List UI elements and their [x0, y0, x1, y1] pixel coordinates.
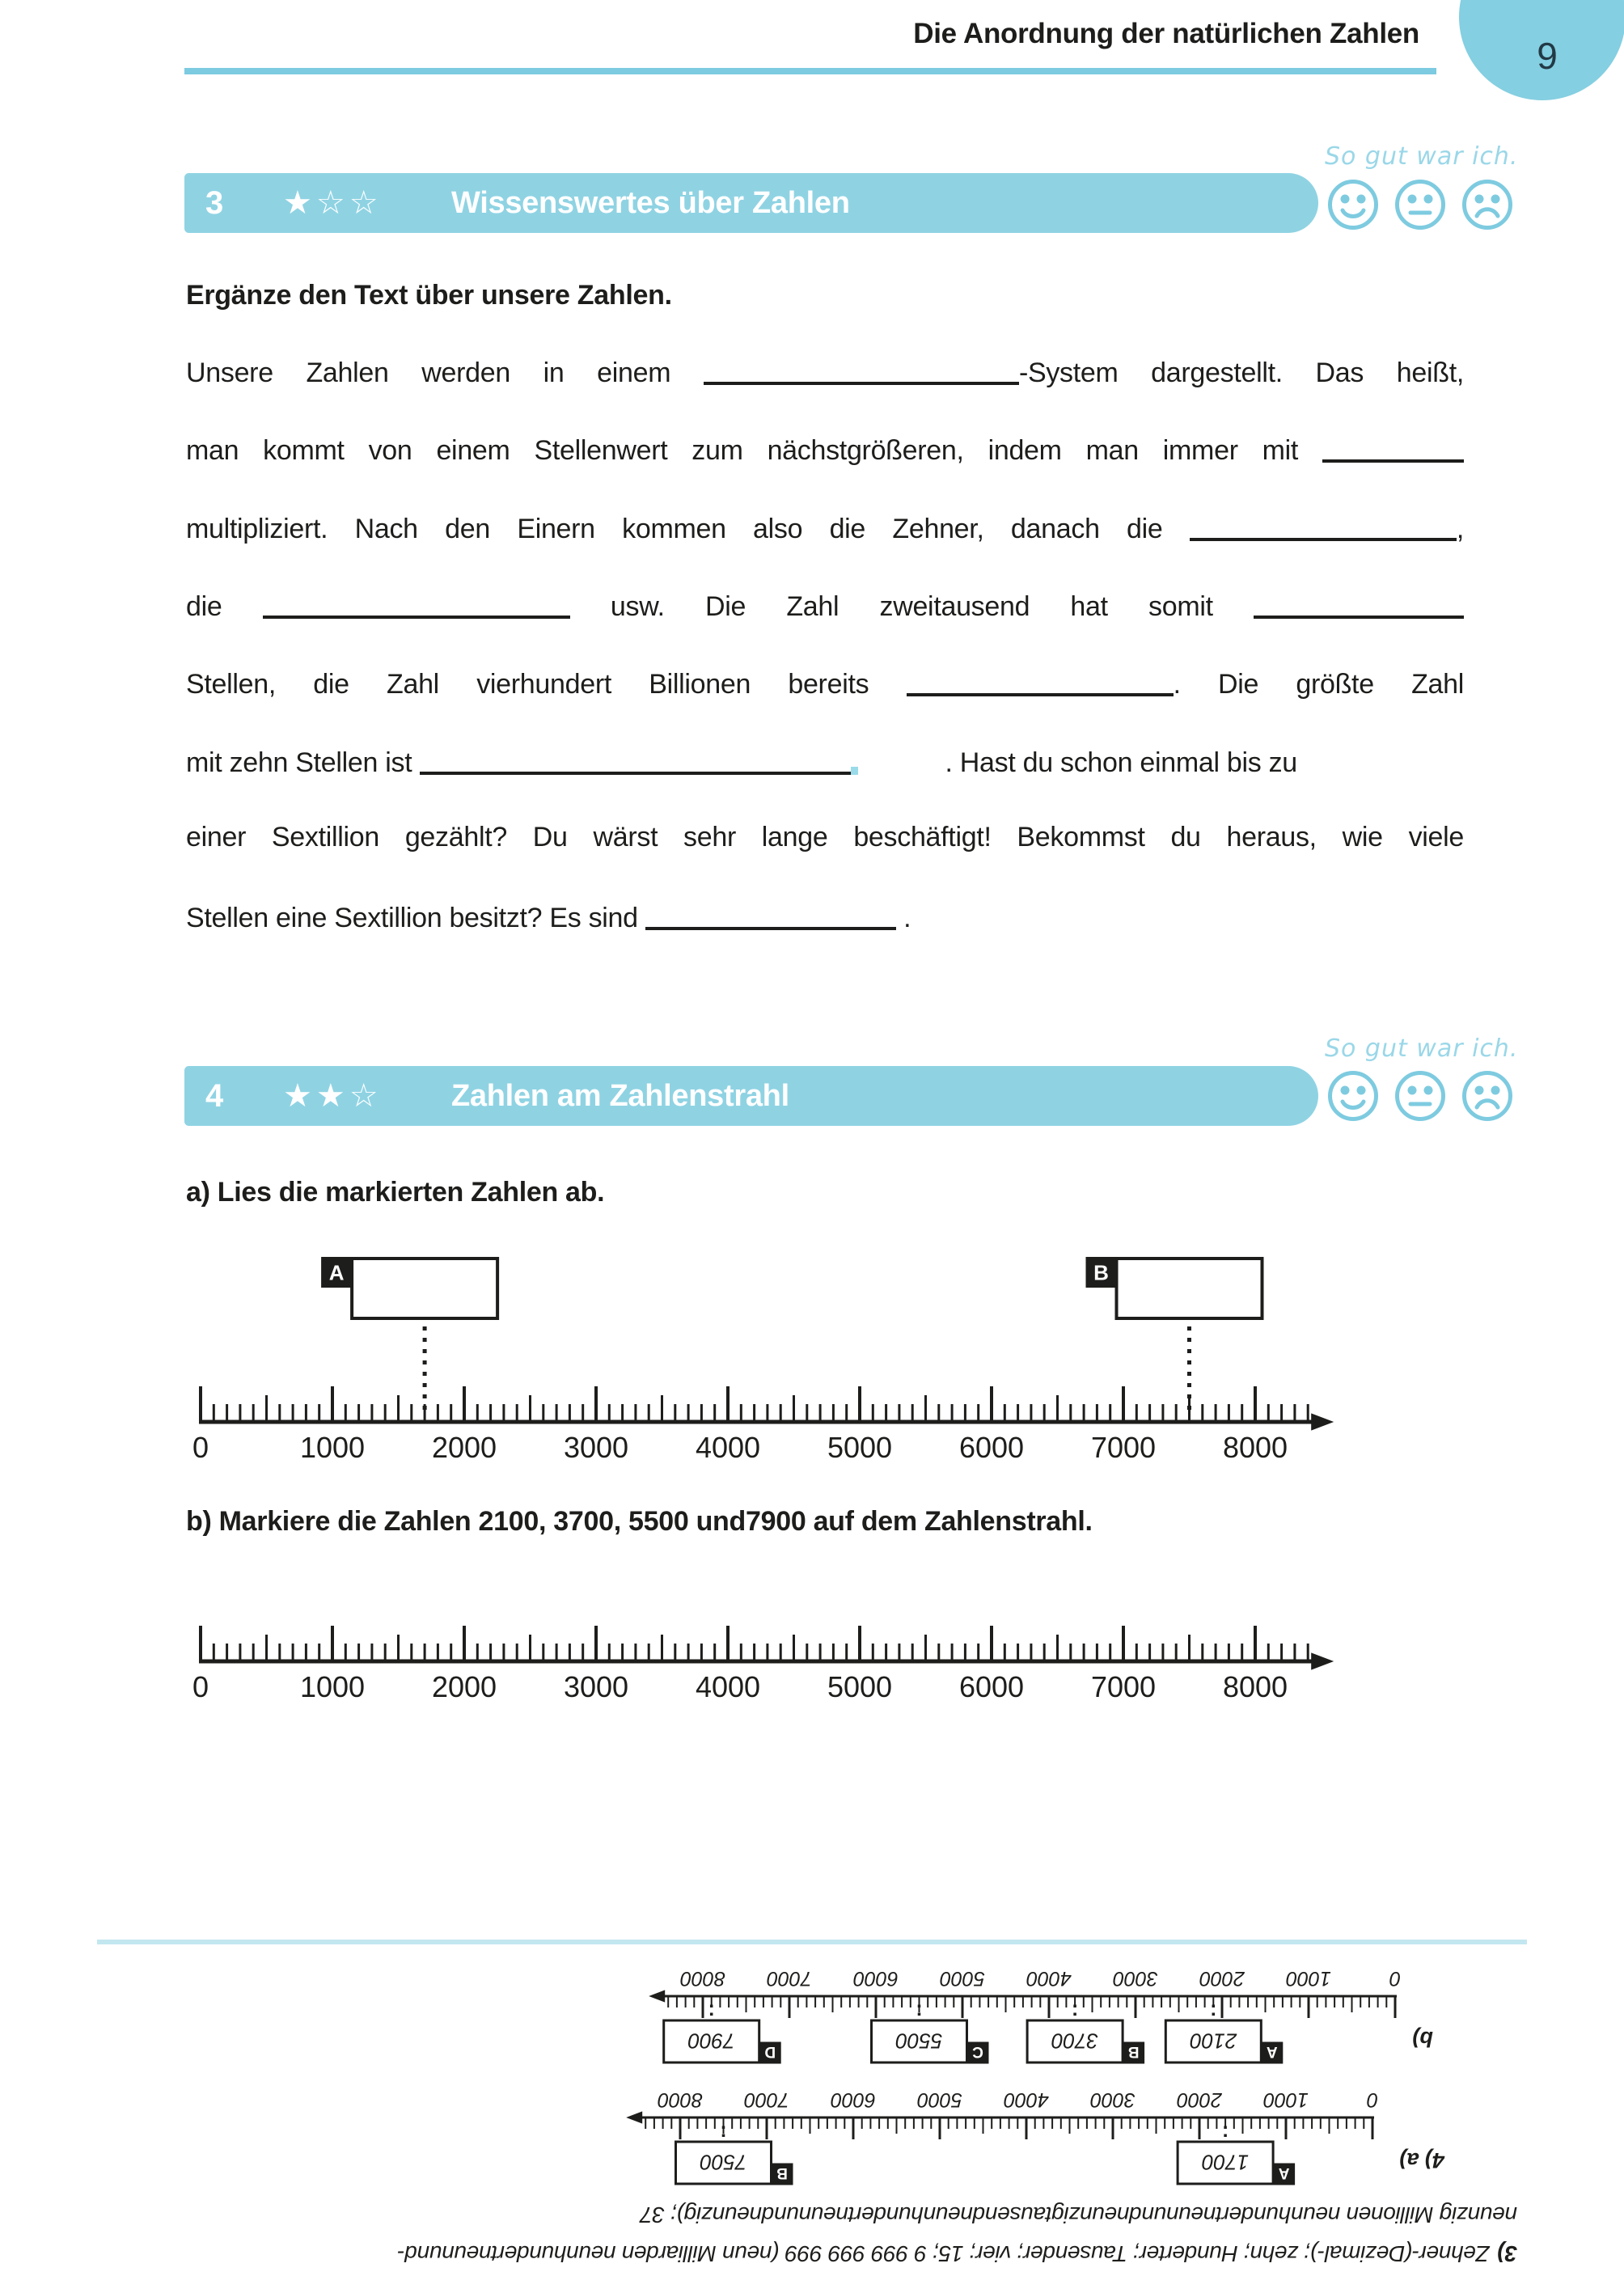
axis-tick-label: 1000 — [1263, 2088, 1309, 2111]
fill-blank[interactable] — [263, 591, 570, 619]
marker-answer: 1700 — [1202, 2150, 1250, 2175]
fill-line — [186, 666, 1464, 700]
axis-tick-label: 6000 — [831, 2088, 876, 2111]
marker-letter: A — [1278, 2164, 1290, 2182]
smiley-neutral-icon[interactable] — [1394, 178, 1447, 231]
page-title: Die Anordnung der natürlichen Zahlen — [913, 18, 1419, 49]
marker-letter: B — [776, 2164, 788, 2182]
task3-instruction: Ergänze den Text über unsere Zahlen. — [186, 280, 672, 311]
axis-tick-label: 2000 — [1199, 1967, 1245, 1990]
marker-letter: D — [764, 2043, 776, 2061]
marker-answer: 3700 — [1051, 2029, 1099, 2054]
task3-header-bar — [184, 173, 1318, 233]
axis-tick-label: 2000 — [1177, 2088, 1222, 2111]
axis-tick-label: 6000 — [958, 1670, 1025, 1703]
fill-text: Unsere Zahlen werden in einem — [186, 357, 704, 388]
answer-box-B[interactable] — [1117, 1259, 1262, 1318]
numberline-task4a — [184, 1246, 1381, 1480]
fill-text: -System dargestellt. Das heißt, — [1018, 357, 1465, 388]
axis-tick-label: 4000 — [1004, 2088, 1049, 2111]
marker-letter: A — [1266, 2043, 1278, 2061]
axis-tick-label: 2000 — [431, 1670, 497, 1703]
marker-answer: 7500 — [700, 2150, 747, 2175]
axis-tick-label: 5000 — [917, 2088, 962, 2111]
axis-tick-label: 4000 — [695, 1431, 761, 1464]
axis-tick-label: 2000 — [431, 1431, 497, 1464]
axis-tick-label: 3000 — [563, 1431, 629, 1464]
task4b-heading: b) Markiere die Zahlen 2100, 3700, 5500 und7900 auf dem Zahlenstrahl. — [186, 1506, 1093, 1537]
fill-blank[interactable] — [907, 669, 1174, 696]
task4-number: 4 — [205, 1078, 224, 1114]
fill-text: Stellen, die Zahl vierhundert Billionen bereits — [186, 669, 907, 700]
marker-answer: 7900 — [687, 2029, 735, 2054]
axis-tick-label: 4000 — [695, 1670, 761, 1703]
task3-rating-faces — [1326, 178, 1514, 231]
marker-letter: B — [1127, 2043, 1140, 2061]
marker-letter: A — [328, 1260, 345, 1285]
axis-tick-label: 1000 — [1286, 1967, 1331, 1990]
axis-tick-label: 8000 — [658, 2088, 703, 2111]
smiley-neutral-icon[interactable] — [1394, 1069, 1447, 1123]
axis-tick-label: 8000 — [1222, 1431, 1288, 1464]
fill-blank[interactable] — [1322, 435, 1464, 463]
axis-tick-label: 6000 — [853, 1967, 899, 1990]
page-number: 9 — [1537, 35, 1558, 77]
axis-tick-label: 3000 — [563, 1670, 629, 1703]
rating-label: So gut war ich. — [1325, 1034, 1519, 1063]
header-rule — [184, 68, 1436, 74]
fill-line — [186, 588, 1464, 623]
fill-line — [186, 354, 1464, 389]
marker-answer: 5500 — [895, 2029, 943, 2054]
fill-line — [186, 899, 1464, 934]
numberline-solution-4b — [615, 1957, 1423, 2064]
axis-tick-label: 0 — [1367, 2088, 1378, 2111]
marker-letter: C — [972, 2043, 983, 2061]
solution-3-text-line2: neunzig Millionen neunhundertneunundneunzigtausendneunhundertneunundneunzig); 37 — [640, 2202, 1517, 2227]
axis-tick-label: 6000 — [958, 1431, 1025, 1464]
fill-text: . Hast du schon einmal bis zu — [945, 747, 1297, 778]
task3-title: Wissenswertes über Zahlen — [451, 186, 850, 220]
marker-answer: 2100 — [1190, 2029, 1237, 2054]
axis-tick-label: 1000 — [299, 1431, 366, 1464]
fill-text: einer Sextillion gezählt? Du wärst sehr lange beschäftigt! Bekommst du heraus, wie viele — [186, 822, 1464, 852]
fill-line — [186, 822, 1464, 853]
axis-tick-label: 0 — [192, 1431, 209, 1464]
fill-text: die — [186, 591, 263, 622]
smiley-happy-icon[interactable] — [1326, 1069, 1380, 1123]
axis-tick-label: 5000 — [940, 1967, 985, 1990]
axis-tick-label: 7000 — [1090, 1670, 1157, 1703]
axis-tick-label: 3000 — [1090, 2088, 1136, 2111]
solutions-separator — [97, 1940, 1527, 1944]
task3-difficulty-stars: ★☆☆ — [283, 184, 383, 222]
fill-text: . — [895, 903, 911, 933]
smiley-happy-icon[interactable] — [1326, 178, 1380, 231]
fill-text: mit zehn Stellen ist — [186, 747, 420, 778]
axis-tick-label: 8000 — [1222, 1670, 1288, 1703]
spacer — [856, 771, 945, 772]
axis-tick-label: 5000 — [827, 1670, 893, 1703]
solution-4a-label: 4) a) — [1399, 2148, 1444, 2172]
numberline-solution-4a — [592, 2079, 1401, 2185]
axis-tick-label: 7000 — [744, 2088, 789, 2111]
marker-letter: B — [1093, 1260, 1109, 1285]
fill-blank[interactable] — [704, 357, 1019, 385]
solution-4b-label: b) — [1412, 2027, 1433, 2051]
fill-text: . Die größte Zahl — [1173, 669, 1465, 700]
task3-number: 3 — [205, 185, 224, 221]
fill-text: Stellen eine Sextillion besitzt? Es sind — [186, 903, 645, 933]
answer-box-A[interactable] — [352, 1259, 497, 1318]
task4-rating-faces — [1326, 1069, 1514, 1123]
axis-tick-label: 0 — [1389, 1967, 1401, 1990]
rating-label: So gut war ich. — [1325, 142, 1519, 171]
numberline-task4b — [184, 1624, 1381, 1725]
solutions-block-rotated — [95, 1948, 1529, 2271]
axis-tick-label: 0 — [192, 1670, 209, 1703]
axis-tick-label: 8000 — [680, 1967, 725, 1990]
print-artifact-mark — [851, 767, 858, 775]
fill-text: , — [1456, 514, 1464, 544]
axis-tick-label: 7000 — [767, 1967, 812, 1990]
fill-blank[interactable] — [645, 903, 896, 930]
fill-line — [186, 432, 1464, 467]
task4-difficulty-stars: ★★☆ — [283, 1077, 383, 1115]
fill-line — [186, 744, 1464, 779]
task4-header-bar — [184, 1066, 1318, 1126]
fill-blank[interactable] — [420, 747, 856, 775]
axis-tick-label: 3000 — [1113, 1967, 1158, 1990]
fill-text: man kommt von einem Stellenwert zum nächstgrößeren, indem man immer mit — [186, 435, 1322, 466]
fill-text: usw. Die Zahl zweitausend hat somit — [569, 591, 1254, 622]
smiley-sad-icon[interactable] — [1461, 178, 1514, 231]
task4-title: Zahlen am Zahlenstrahl — [451, 1079, 789, 1113]
axis-tick-label: 7000 — [1090, 1431, 1157, 1464]
axis-tick-label: 1000 — [299, 1670, 366, 1703]
fill-text: multipliziert. Nach den Einern kommen also die Zehner, danach die — [186, 514, 1190, 544]
solution-3-label: 3) — [1497, 2241, 1517, 2266]
fill-blank[interactable] — [1254, 591, 1464, 619]
fill-line — [186, 510, 1464, 545]
fill-blank[interactable] — [1190, 514, 1457, 541]
axis-tick-label: 4000 — [1026, 1967, 1072, 1990]
task4a-heading: a) Lies die markierten Zahlen ab. — [186, 1177, 605, 1208]
smiley-sad-icon[interactable] — [1461, 1069, 1514, 1123]
axis-tick-label: 5000 — [827, 1431, 893, 1464]
solution-3-text-line1: 3)Zehner-(Dezimal-); zehn; Hunderter; Tausender; vier; 15; 9 999 999 999 (neun Milliarden neunhundertneunund- — [397, 2241, 1517, 2266]
